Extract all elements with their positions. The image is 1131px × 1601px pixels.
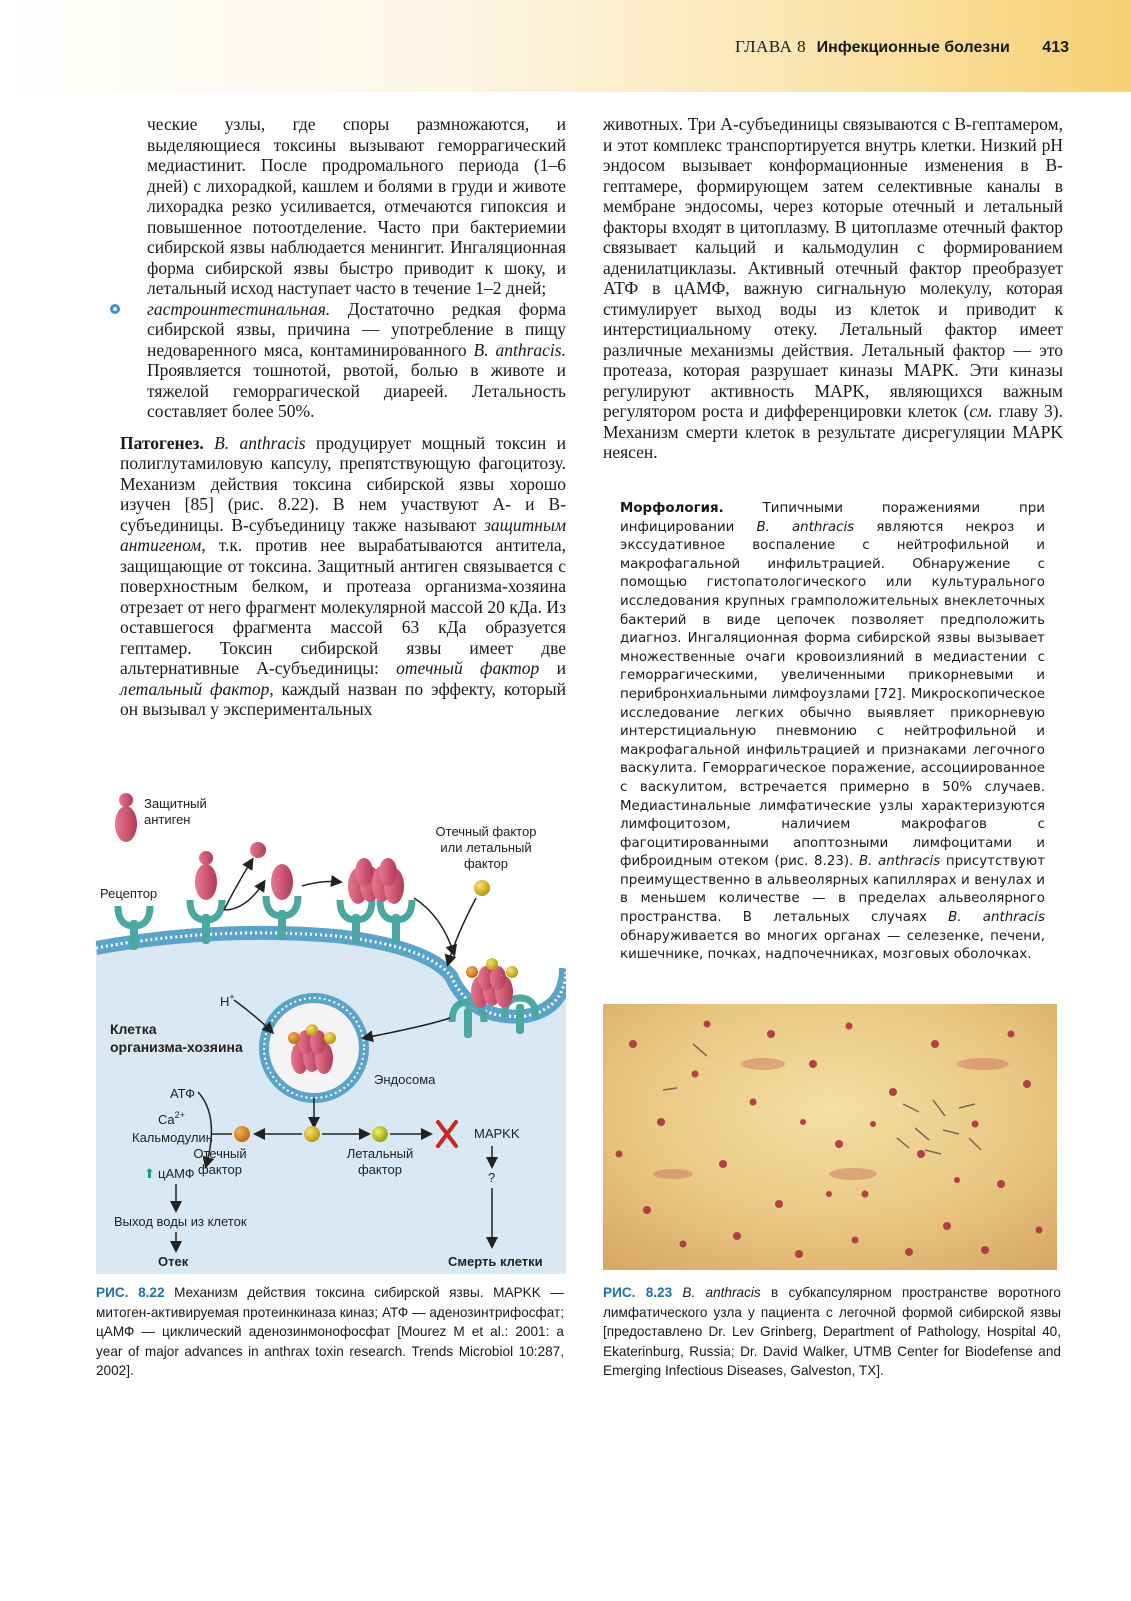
label-calmodulin: Кальмодулин bbox=[132, 1130, 213, 1145]
organism-name: B. anthracis. bbox=[473, 339, 566, 360]
caption-label: РИС. 8.22 bbox=[96, 1285, 165, 1300]
label-atp: АТФ bbox=[170, 1086, 196, 1101]
heading-morphology: Морфология. bbox=[620, 501, 724, 516]
organism-name: B. anthracis bbox=[214, 432, 306, 453]
organism-name: B. anthracis bbox=[858, 854, 941, 870]
heading-pathogenesis: Патогенез. bbox=[120, 432, 204, 453]
page-number: 413 bbox=[1042, 39, 1069, 56]
up-arrow-icon: ⬆ bbox=[144, 1166, 155, 1181]
label-edema: Отек bbox=[158, 1254, 189, 1269]
right-column bbox=[603, 114, 1063, 463]
bullet-text-1: Достаточно редкая форма сибирской язвы, причина — употребление в пищу недоваренного мяса, контаминированного bbox=[147, 298, 566, 360]
label-unknown: ? bbox=[488, 1170, 496, 1185]
label-calcium: $Ca^{2+}$ bbox=[158, 1110, 185, 1127]
organism-name: B. anthracis bbox=[756, 519, 855, 535]
text-run: , каждый назван по эффекту, который он вызывал у экспериментальных bbox=[120, 678, 566, 719]
paragraph-pathogenesis bbox=[120, 433, 566, 720]
heptamer-with-factors bbox=[466, 958, 518, 1008]
lethal-factor-ball bbox=[372, 1126, 388, 1142]
text-run: Типичными поражениями при инфицировании bbox=[620, 501, 1045, 535]
label-mapkk: MAPKK bbox=[474, 1126, 520, 1141]
protective-antigen-icon bbox=[115, 793, 137, 842]
text-run-italic: см. bbox=[969, 401, 993, 421]
term-edema-factor: отечный фактор bbox=[396, 658, 540, 678]
factor-ball-icon bbox=[474, 880, 490, 896]
organism-name: B. anthracis bbox=[672, 1285, 761, 1300]
paragraph-mechanism bbox=[603, 114, 1063, 463]
term-protective-antigen: защитным антигеном bbox=[120, 514, 566, 555]
morphology-box bbox=[620, 500, 1045, 965]
running-header bbox=[735, 37, 1069, 57]
figure-8-23-micrograph bbox=[603, 1004, 1057, 1270]
heptamer-surface bbox=[348, 858, 404, 904]
label-lethal-factor-1: Летальный bbox=[346, 1146, 414, 1161]
label-water-efflux: Выход воды из клеток bbox=[114, 1214, 247, 1229]
caption-label: РИС. 8.23 bbox=[603, 1285, 673, 1300]
text-run: животных. Три А-субъединицы связываются с В-гептамером, и этот комплекс транспортируется внутрь клетки. Низкий pH эндосом вызывает конформационные изменения в В-гептамере, формирующем затем селективные каналы в мембране эндосомы, через которые отечный и летальный факторы входят в цитоплазму. В цитоплазме отечный фактор связывает кальций и кальмодулин с формированием аденилатциклазы. Активный отечный фактор преобразует АТФ в цАМФ, важную сигнальную молекулу, которая стимулирует выход воды из клеток и приводит к интерстициальному отеку. Летальный фактор имеет различные механизмы действия. Летальный фактор — это протеаза, которая разрушает киназы MAPK. Эти киназы регулируют активность MAPK, являющихся важным регулятором роста и дифференцировки клеток ( bbox=[603, 114, 1063, 421]
label-host-cell-2: организма-хозяина bbox=[110, 1039, 243, 1055]
label-host-cell-1: Клетка bbox=[110, 1021, 157, 1037]
organism-name: B. anthracis bbox=[948, 910, 1045, 926]
text-run: присутствуют преимущественно в альвеолярных капиллярах и венулах и в меньшем количестве — в пределах альвеолярного пространства. В летальных случаях bbox=[620, 854, 1045, 926]
chapter-title: Инфекционные болезни bbox=[816, 39, 1010, 56]
label-endosome: Эндосома bbox=[374, 1072, 436, 1087]
list-item-gastrointestinal bbox=[120, 299, 566, 422]
edema-factor-ball bbox=[234, 1126, 250, 1142]
label-protective-antigen-1: Защитный bbox=[144, 796, 207, 811]
label-factor-3: фактор bbox=[463, 856, 509, 871]
label-protective-antigen-2: антиген bbox=[144, 812, 191, 827]
caption-figure-8-23 bbox=[603, 1283, 1061, 1381]
chapter-label: ГЛАВА 8 bbox=[735, 37, 807, 56]
text-run: и bbox=[539, 658, 566, 678]
bullet-text-2: Проявляется тошнотой, рвотой, болью в животе и тяжелой геморрагической диареей. Летальность составляет более 50%. bbox=[147, 360, 566, 421]
label-receptor: Рецептор bbox=[100, 886, 158, 901]
label-proton: H+ bbox=[220, 992, 235, 1009]
term-gastrointestinal: гастроинтестинальная. bbox=[147, 298, 331, 319]
term-lethal-factor: летальный фактор bbox=[120, 678, 270, 699]
label-edema-factor-2: фактор bbox=[197, 1162, 243, 1177]
paragraph-inhalation-end: ческие узлы, где споры размножаются, и выделяющиеся токсины вызывают геморрагический медиастинит. После продромального периода (1–6 дней) с лихорадкой, кашлем и болями в груди и животе лихорадка резко усиливается, отмечаются гипоксия и повышенное потоотделение. Часто при бактериемии сибирской язвы наблюдается менингит. Ингаляционная форма сибирской язвы быстро приводит к шоку, и летальный исход наступает часто в течение 1–2 дней; bbox=[147, 114, 566, 298]
caption-text: Механизм действия токсина сибирской язвы. MAPKK — митоген-активируемая протеинкиназа киназ; АТФ — аденозинтрифосфат; цАМФ — циклический аденозинмонофосфат [Mourez M et al.: 2001: a year of major advances in anthrax toxin research. Trends Microbiol 10:287, 2002]. bbox=[96, 1285, 564, 1378]
bullet-icon bbox=[110, 304, 120, 314]
label-cell-death: Смерть клетки bbox=[448, 1254, 543, 1269]
label-edema-factor-1: Отечный bbox=[193, 1146, 247, 1161]
text-run: обнаруживается во многих органах — селезенке, печени, кишечнике, почках, надпочечниках, мозговых оболочках. bbox=[620, 928, 1045, 963]
caption-figure-8-22 bbox=[96, 1283, 564, 1381]
label-factor-1: Отечный фактор bbox=[435, 824, 537, 839]
text-run: , т.к. против нее вырабатываются антитела, защищающие от токсина. Защитный антиген связывается с поверхностным белком, и протеаза организма-хозяина отрезает от него фрагмент молекулярной массой 20 кДа. Из оставшегося фрагмента массой 63 кДа образуется гептамер. Токсин сибирской язвы имеет две альтернативные А-субъединицы: bbox=[120, 535, 566, 678]
left-column bbox=[120, 114, 566, 720]
page-header-band bbox=[0, 0, 1131, 92]
caption-text: в субкапсулярном пространстве воротного лимфатического узла у пациента с легочной формой сибирской язвы [предоставлено Dr. Lev Grinberg, Department of Pathology, Hospital 40, Ekaterinburg, Russia; Dr. David Walker, UTMB Center for Biodefense and Emerging Infectious Diseases, Galveston, TX]. bbox=[603, 1285, 1061, 1378]
tissue-background bbox=[603, 1004, 1057, 1270]
text-run: продуцирует мощный токсин и полиглутамиловую капсулу, препятствующую фагоцитозу. Механизм действия токсина сибирской язвы хорошо изучен [85] (рис. 8.22). В нем участвуют А- и В-субъединицы. В-субъединицу также называют bbox=[120, 432, 566, 535]
text-run: являются некроз и экссудативное воспаление с нейтрофильной и макрофагальной инфильтрацией. Обнаружение с помощью гистопатологического или культурального исследования крупных грамположительных внеклеточных бактерий в виде цепочек позволяет предположить диагноз. Ингаляционная форма сибирской язвы вызывает множественные очаги кровоизлияний в медиастении с геморрагическими, увеличенными прикорневыми и перибронхиальными лимфоузлами [72]. Микроскопическое исследование легких обычно выявляет прикорневую интерстициальную пневмонию с нейтрофильной и макрофагальной инфильтрацией и признаками легочного васкулита. Геморрагическое поражение, ассоциированное с васкулитом, встречается примерно в 50% случаев. Медиастинальные лимфатические узлы характеризуются лимфоцитозом, наличием макрофагов с фагоцитированными апоптозными лимфоцитами и фиброидным отеком (рис. 8.23). bbox=[620, 519, 1046, 870]
factor-ball-center bbox=[304, 1126, 320, 1142]
label-camp: цАМФ bbox=[158, 1166, 195, 1181]
figure-8-22-diagram bbox=[96, 786, 566, 1274]
label-factor-2: или летальный bbox=[440, 840, 532, 855]
text-run: главу 3). Механизм смерти клеток в результате дисрегуляции MAPK неясен. bbox=[603, 401, 1063, 462]
label-lethal-factor-2: фактор bbox=[357, 1162, 403, 1177]
